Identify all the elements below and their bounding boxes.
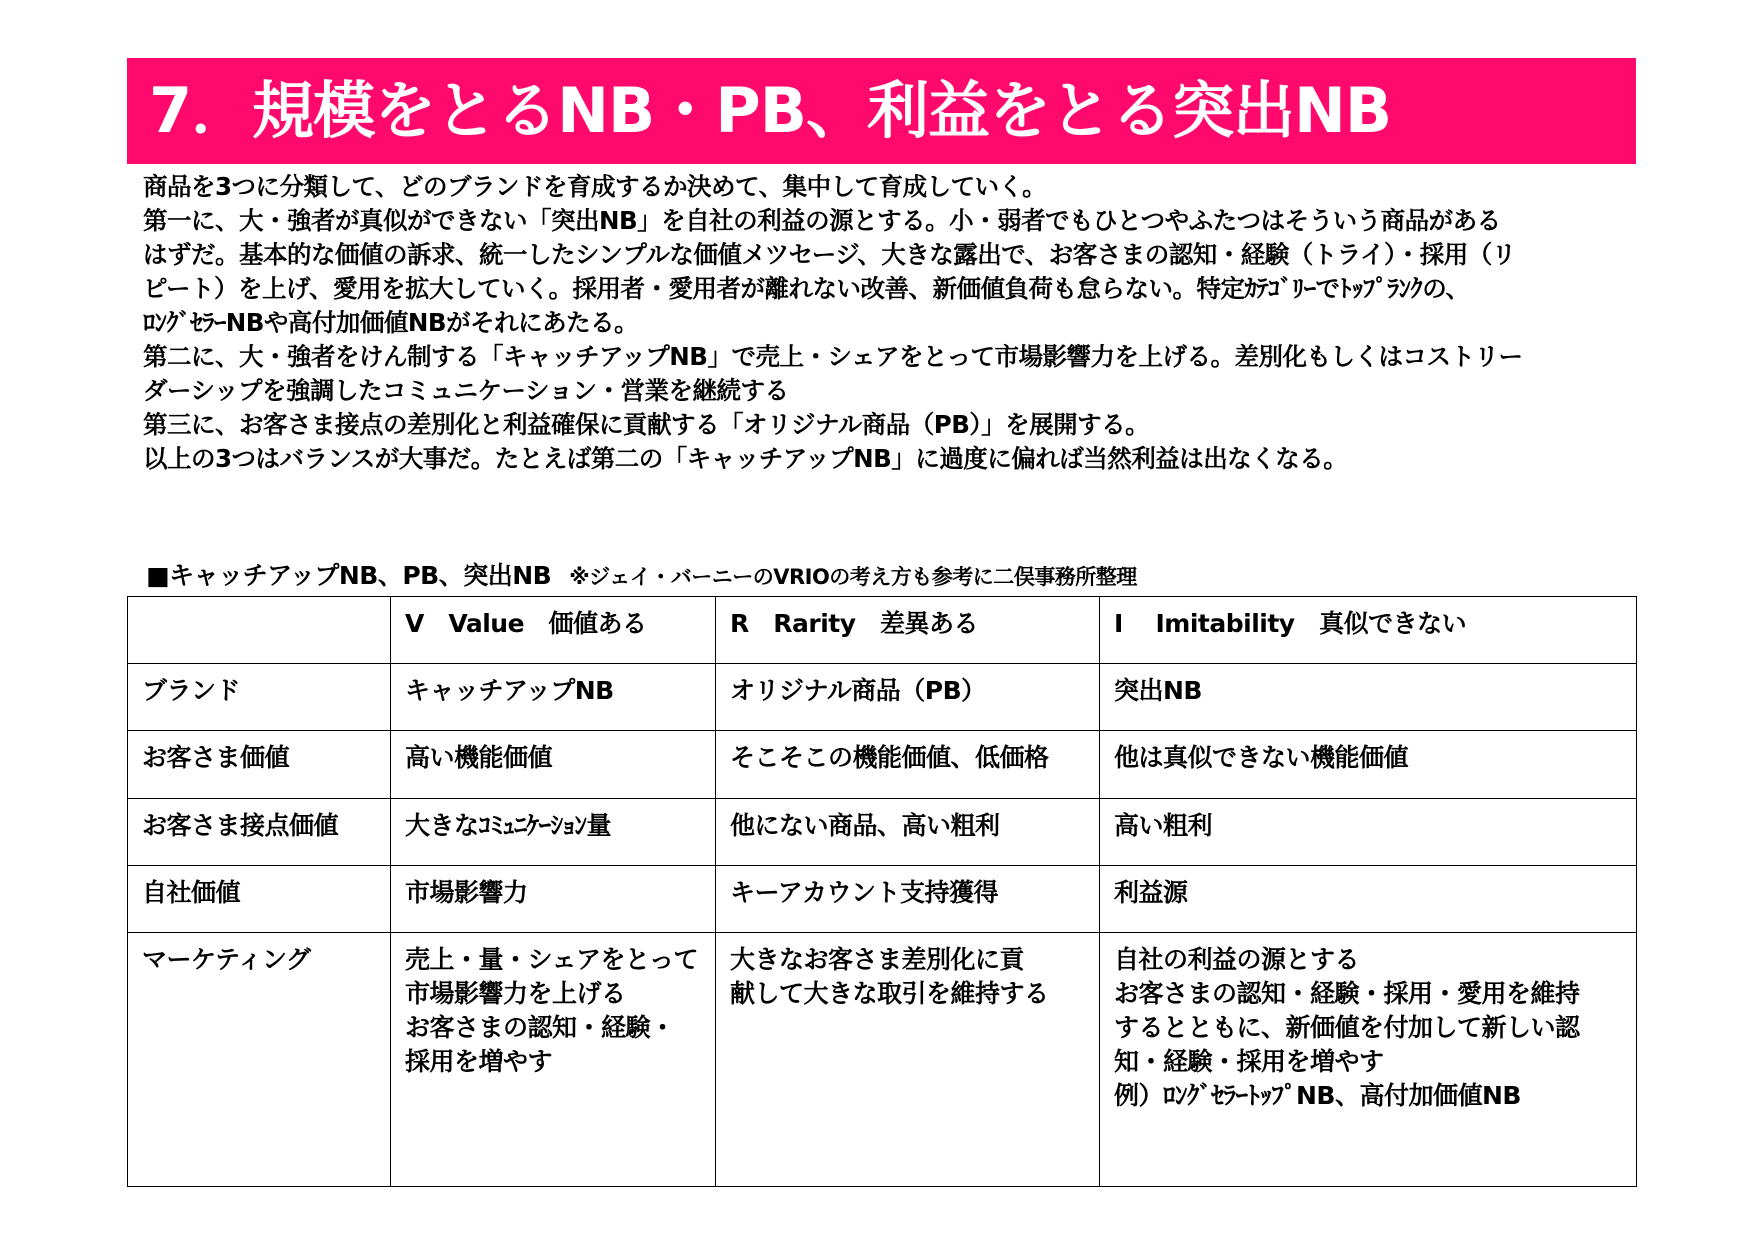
cell-imitability: 突出NB: [1100, 664, 1637, 731]
row-label: お客さま価値: [128, 731, 391, 798]
header-cell-value: V Value 価値ある: [391, 597, 716, 664]
header-cell-rarity: R Rarity 差異ある: [716, 597, 1100, 664]
cell-line: 採用を増やす: [405, 1047, 553, 1077]
title-banner: [127, 58, 1636, 164]
cell-line: お客さまの認知・経験・: [405, 1013, 675, 1043]
header-cell-empty: [128, 597, 391, 664]
vrio-table: [127, 596, 1637, 1187]
cell-line: 売上・量・シェアをとって: [405, 945, 699, 975]
page-title: 7．規模をとるNB・PB、利益をとる突出NB: [149, 74, 1392, 147]
body-line: 商品を3つに分類して、どのブランドを育成するか決めて、集中して育成していく。: [143, 172, 1047, 201]
body-line: 第一に、大・強者が真似ができない「突出NB」を自社の利益の源とする。小・弱者でもひとつやふたつはそういう商品がある: [143, 206, 1501, 235]
cell-line: 献して大きな取引を維持する: [730, 979, 1049, 1009]
cell-value: キャッチアップNB: [391, 664, 716, 731]
table-row: [128, 933, 1637, 1187]
body-line: 第二に、大・強者をけん制する「キャッチアップNB」で売上・シェアをとって市場影響力を上げる。差別化もしくはコストリー: [143, 342, 1523, 371]
cell-imitability: 利益源: [1100, 865, 1637, 932]
cell-value: 高い機能価値: [391, 731, 716, 798]
section-caption: [146, 556, 1137, 592]
cell-line: お客さまの認知・経験・採用・愛用を維持: [1114, 979, 1580, 1009]
cell-line: 大きなお客さま差別化に貢: [730, 945, 1025, 975]
cell-imitability: 高い粗利: [1100, 798, 1637, 865]
row-label: お客さま接点価値: [128, 798, 391, 865]
table-row: [128, 865, 1637, 932]
table-header-row: [128, 597, 1637, 664]
row-label: ブランド: [128, 664, 391, 731]
cell-line: 市場影響力を上げる: [405, 979, 626, 1009]
cell-rarity: 他にない商品、高い粗利: [716, 798, 1100, 865]
body-line: 以上の3つはバランスが大事だ。たとえば第二の「キャッチアップNB」に過度に偏れば当然利益は出なくなる。: [143, 444, 1348, 473]
cell-line: 例）ﾛﾝｸﾞｾﾗｰﾄｯﾌﾟNB、高付加価値NB: [1114, 1081, 1521, 1111]
body-text: [143, 170, 1633, 476]
table-row: [128, 798, 1637, 865]
cell-value: 大きなｺﾐｭﾆｹｰｼｮﾝ量: [391, 798, 716, 865]
cell-line: 自社の利益の源とする: [1114, 945, 1360, 975]
cell-rarity: キーアカウント支持獲得: [716, 865, 1100, 932]
cell-imitability: 他は真似できない機能価値: [1100, 731, 1637, 798]
body-line: ﾛﾝｸﾞｾﾗｰNBや高付加価値NBがそれにあたる。: [143, 308, 639, 337]
cell-imitability: [1100, 933, 1637, 1187]
row-label: 自社価値: [128, 865, 391, 932]
body-line: ピート）を上げ、愛用を拡大していく。採用者・愛用者が離れない改善、新価値負荷も怠らない。特定ｶﾃｺﾞﾘｰでﾄｯﾌﾟﾗﾝｸの、: [143, 274, 1470, 303]
cell-value: [391, 933, 716, 1187]
cell-rarity: そこそこの機能価値、低価格: [716, 731, 1100, 798]
cell-line: 知・経験・採用を増やす: [1114, 1047, 1384, 1077]
cell-value: 市場影響力: [391, 865, 716, 932]
section-note: ※ジェイ・バーニーのVRIOの考え方も参考に二俣事務所整理: [569, 565, 1137, 589]
body-line: はずだ。基本的な価値の訴求、統一したシンプルな価値メツセージ、大きな露出で、お客さまの認知・経験（トライ）・採用（リ: [143, 240, 1516, 269]
body-line: ダーシップを強調したコミュニケーション・営業を継続する: [143, 376, 789, 405]
table-row: [128, 731, 1637, 798]
table-row: [128, 664, 1637, 731]
cell-rarity: [716, 933, 1100, 1187]
row-label: マーケティング: [128, 933, 391, 1187]
section-title: ■キャッチアップNB、PB、突出NB: [146, 561, 552, 590]
body-line: 第三に、お客さま接点の差別化と利益確保に貢献する「オリジナル商品（PB）」を展開する。: [143, 410, 1150, 439]
cell-line: するとともに、新価値を付加して新しい認: [1114, 1013, 1580, 1043]
cell-rarity: オリジナル商品（PB）: [716, 664, 1100, 731]
header-cell-imitability: I Imitability 真似できない: [1100, 597, 1637, 664]
